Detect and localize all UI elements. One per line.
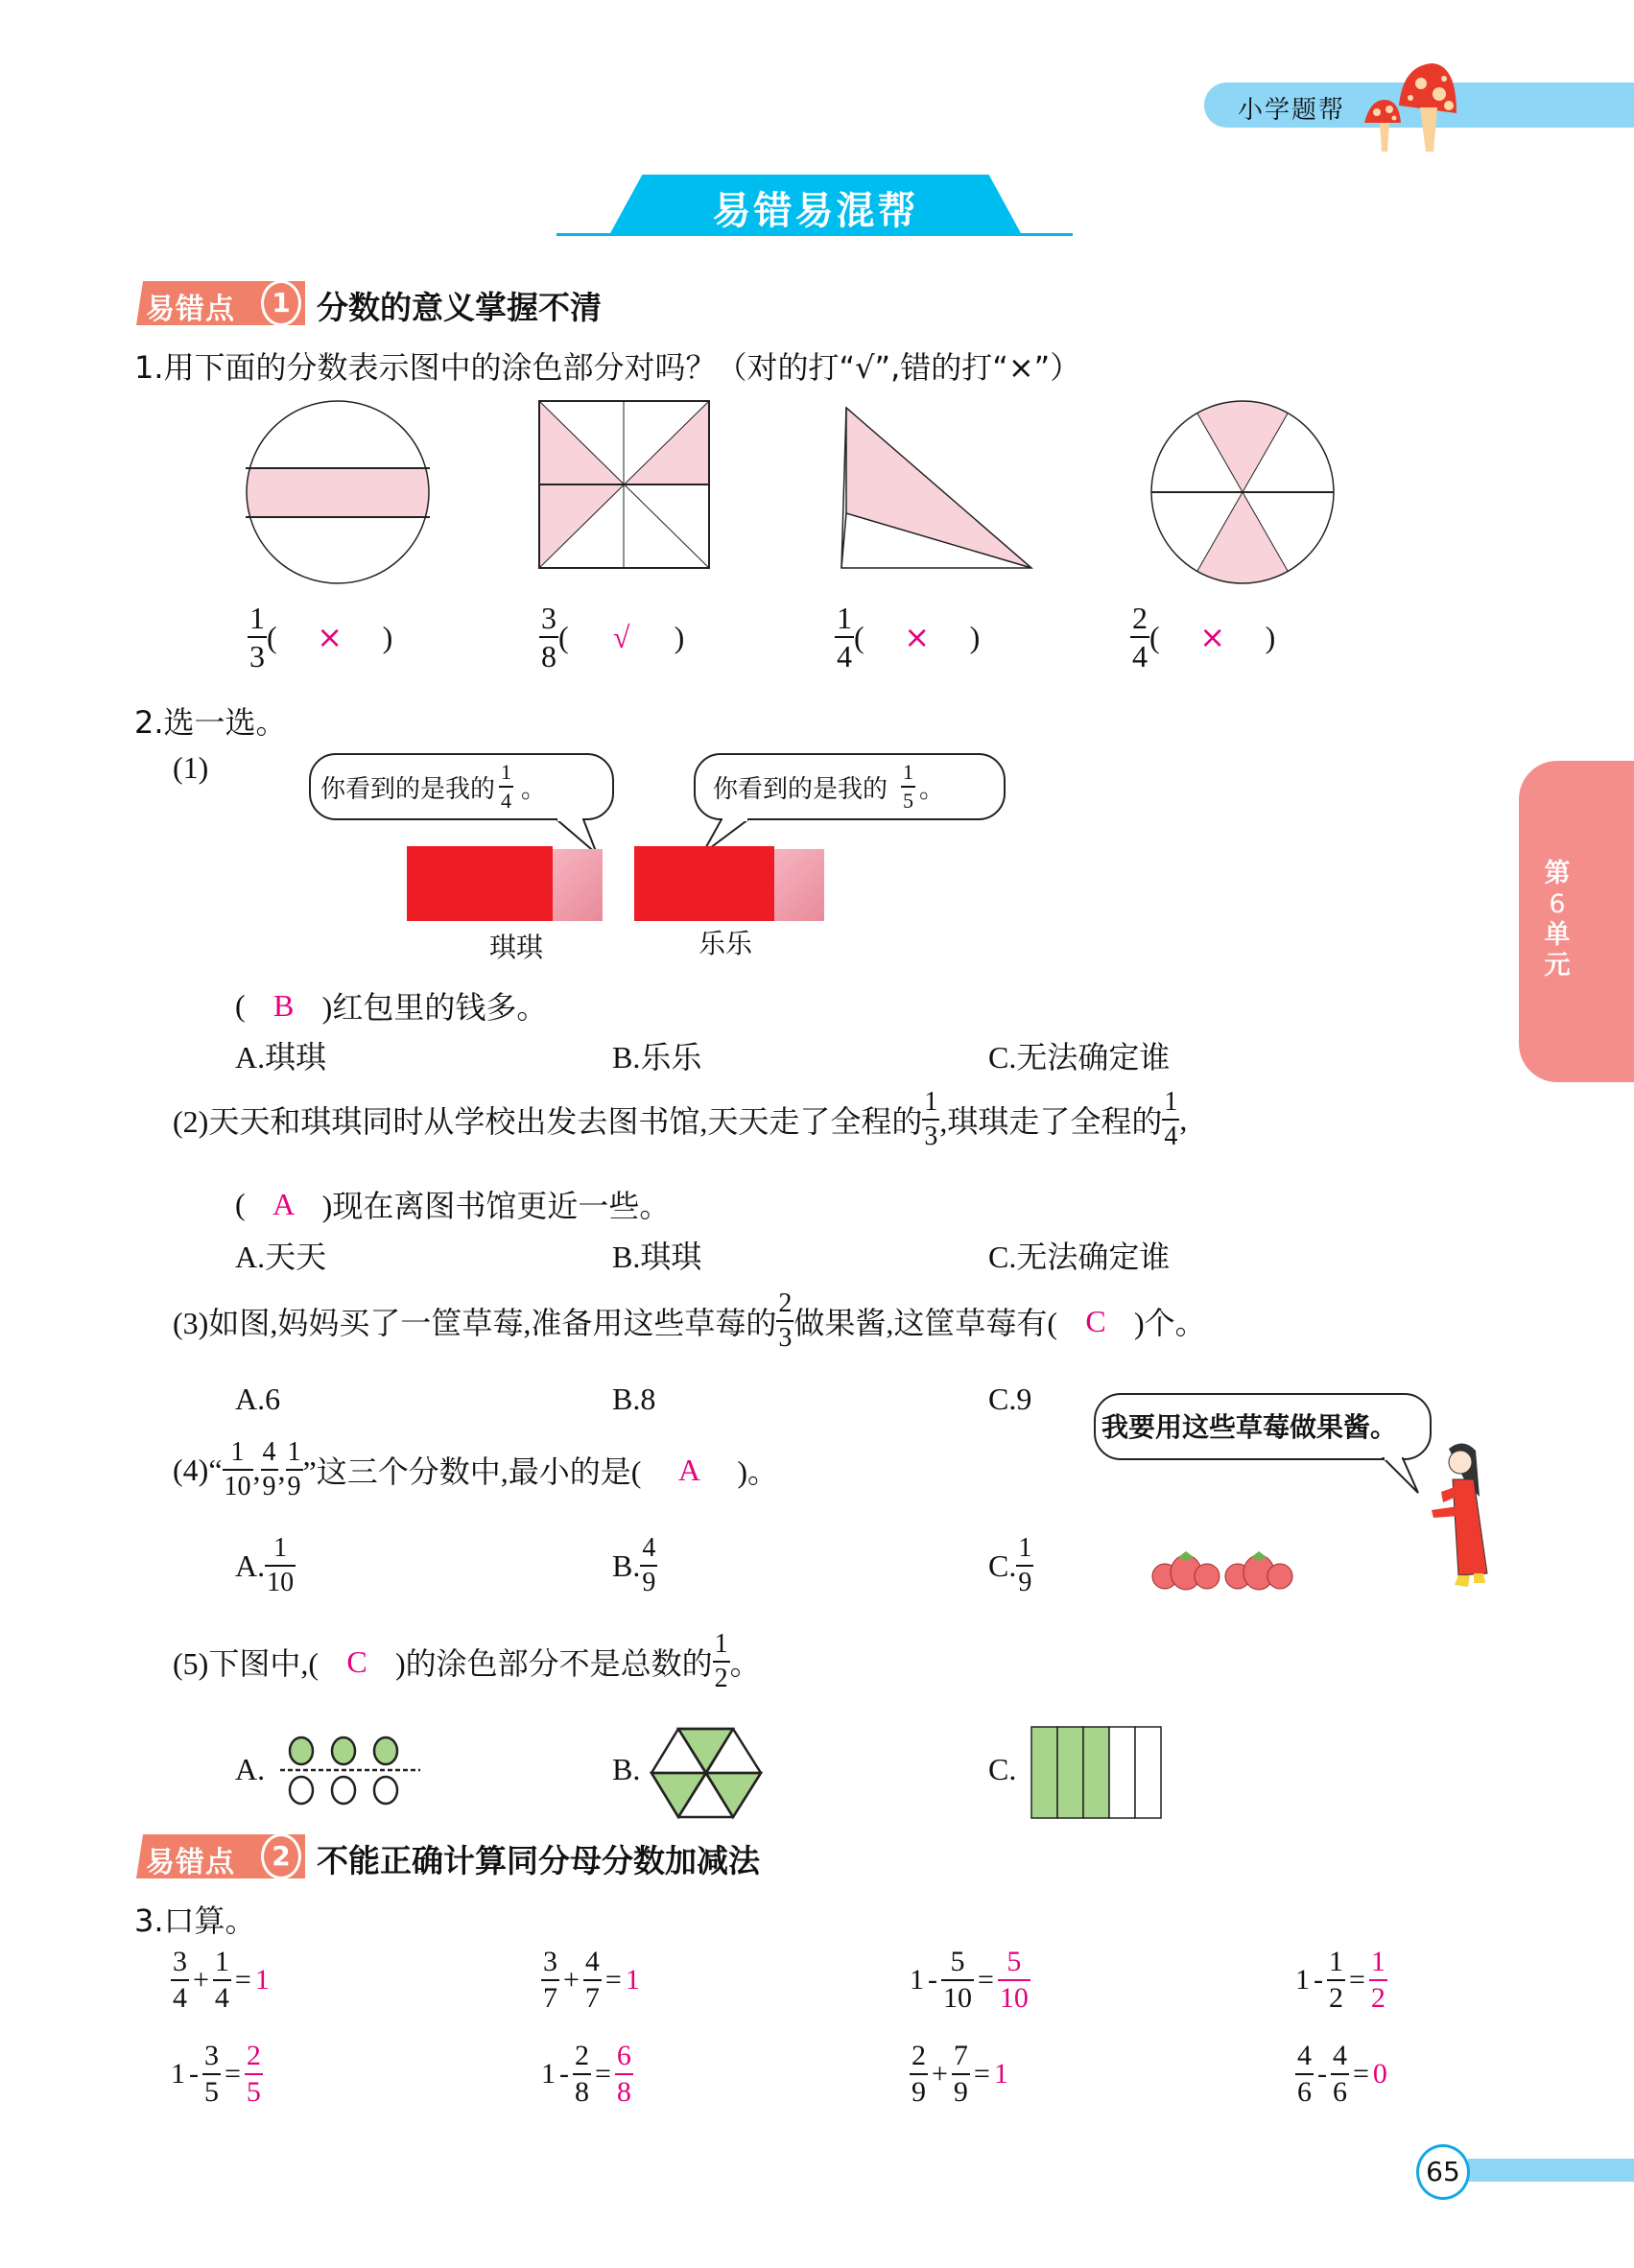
strawberries-illustration — [1151, 1549, 1305, 1593]
answer-mark: √ — [612, 619, 630, 654]
sub-question-5-text: (5)下图中,( C )的涂色部分不是总数的 $\frac{1}{2}$ 。 — [173, 1629, 761, 1693]
answer-letter: B — [272, 987, 295, 1023]
q1-item-1: $\frac{1}{3}$ ( × ) — [249, 601, 393, 673]
equation: 1 - $\frac{5}{10}$ = $\frac{5}{10}$ — [910, 1946, 1029, 2014]
equation: $\frac{3}{4}$ + $\frac{1}{4}$ = 1 — [173, 1946, 270, 2014]
equation: 1 - $\frac{1}{2}$ = $\frac{1}{2}$ — [1295, 1946, 1385, 2014]
question-3-prompt: 3.口算。 — [134, 1902, 256, 1939]
sub-question-1-stem: ( B )红包里的钱多。 — [235, 987, 548, 1025]
equation: $\frac{3}{7}$ + $\frac{4}{7}$ = 1 — [543, 1946, 640, 2014]
badge-label: 易错点 — [146, 293, 235, 326]
red-envelope-lele — [634, 846, 774, 921]
page-number: 65 — [1416, 2144, 1470, 2200]
banknote-icon — [774, 849, 824, 921]
circle-sixths-figure — [1151, 401, 1334, 583]
red-envelope-qiqi — [407, 846, 553, 921]
question-1-prompt: 1.用下面的分数表示图中的涂色部分对吗？（对的打“√”,错的打“×”） — [134, 349, 1081, 386]
option-c-figure — [1031, 1727, 1161, 1818]
q1-figures — [0, 0, 1634, 614]
equation: $\frac{4}{6}$ - $\frac{4}{6}$ = 0 — [1297, 2040, 1387, 2108]
triangle-figure — [841, 408, 1031, 568]
girl-illustration — [1420, 1439, 1497, 1593]
banknote-icon — [553, 849, 603, 921]
q5-figures — [0, 1717, 1247, 1823]
brand-label: 小学题帮 — [1238, 96, 1346, 125]
option-c: C.无法确定谁 — [988, 1240, 1171, 1274]
equation: $\frac{2}{9}$ + $\frac{7}{9}$ = 1 — [912, 2040, 1008, 2108]
option-a: A.天天 — [235, 1240, 327, 1274]
option-a: A.琪琪 — [235, 1040, 327, 1075]
option-b: B.琪琪 — [612, 1240, 702, 1274]
unit-label: 第 6 单 元 — [1544, 859, 1571, 980]
answer-mark: × — [1199, 619, 1226, 655]
speech-bubble-lele: 你看到的是我的 $\frac{1}{5}$ 。 — [694, 753, 1006, 820]
sub-question-2-text: (2)天天和琪琪同时从学校出发去图书馆,天天走了全程的 $\frac{1}{3}$ ,琪琪走了全程的 $\frac{1}{4}$ , — [173, 1087, 1188, 1151]
q1-item-3: $\frac{1}{4}$ ( × ) — [837, 601, 981, 673]
answer-letter: A — [272, 1186, 296, 1221]
question-2-prompt: 2.选一选。 — [134, 704, 287, 741]
q1-item-2: $\frac{3}{8}$ ( √ ) — [541, 601, 685, 673]
option-b: B. $\frac{4}{9}$ — [612, 1533, 656, 1597]
badge-number: 1 — [261, 280, 301, 326]
q1-item-4: $\frac{2}{4}$ ( × ) — [1132, 601, 1276, 673]
sub-question-4-text: (4)“ $\frac{1}{10}$ , $\frac{4}{9}$ , $\frac{1}{9}$ ”这三个分数中,最小的是( A )。 — [173, 1437, 779, 1501]
circle-band-figure — [240, 401, 441, 583]
equation: 1 - $\frac{3}{5}$ = $\frac{2}{5}$ — [171, 2040, 261, 2108]
speech-bubble-qiqi: 你看到的是我的 $\frac{1}{4}$ 。 — [309, 753, 614, 820]
equation: 1 - $\frac{2}{8}$ = $\frac{6}{8}$ — [541, 2040, 631, 2108]
answer-mark: × — [904, 619, 931, 655]
option-c: C. $\frac{1}{9}$ — [988, 1533, 1032, 1597]
page-title: 易错易混帮 — [712, 189, 919, 233]
answer-letter: C — [346, 1643, 367, 1679]
option-b: B.乐乐 — [612, 1040, 702, 1075]
option-a-figure — [280, 1737, 420, 1804]
unit-side-tab — [1519, 761, 1634, 1082]
page-number-bar — [1468, 2159, 1634, 2182]
name-lele: 乐乐 — [699, 930, 753, 959]
answer-letter: C — [1085, 1303, 1106, 1338]
square-eighths-figure — [539, 401, 709, 568]
option-a: A. $\frac{1}{10}$ — [235, 1533, 295, 1597]
answer-mark: × — [317, 619, 343, 655]
sub-question-label: (1) — [173, 750, 209, 785]
option-a: A.6 — [235, 1382, 281, 1416]
option-c: C.9 — [988, 1382, 1032, 1416]
option-a-label: A. — [235, 1752, 266, 1786]
option-c-label: C. — [988, 1752, 1017, 1786]
badge-number: 2 — [261, 1833, 301, 1879]
speech-bubble-mom: 我要用这些草莓做果酱。 — [1094, 1393, 1432, 1460]
section-title: 分数的意义掌握不清 — [317, 289, 602, 326]
name-qiqi: 琪琪 — [489, 933, 544, 963]
section-title: 不能正确计算同分母分数加减法 — [317, 1842, 760, 1879]
badge-label: 易错点 — [146, 1846, 235, 1879]
sub-question-2-stem: ( A )现在离图书馆更近一些。 — [235, 1186, 671, 1223]
sub-question-3-text: (3)如图,妈妈买了一筐草莓,准备用这些草莓的 $\frac{2}{3}$ 做果酱,这筐草莓有( C )个。 — [173, 1288, 1206, 1353]
option-b-figure — [651, 1729, 761, 1817]
option-b: B.8 — [612, 1382, 656, 1416]
bubble-tail — [1382, 1456, 1420, 1495]
option-c: C.无法确定谁 — [988, 1040, 1171, 1075]
answer-letter: A — [677, 1452, 700, 1487]
option-b-label: B. — [612, 1752, 641, 1786]
